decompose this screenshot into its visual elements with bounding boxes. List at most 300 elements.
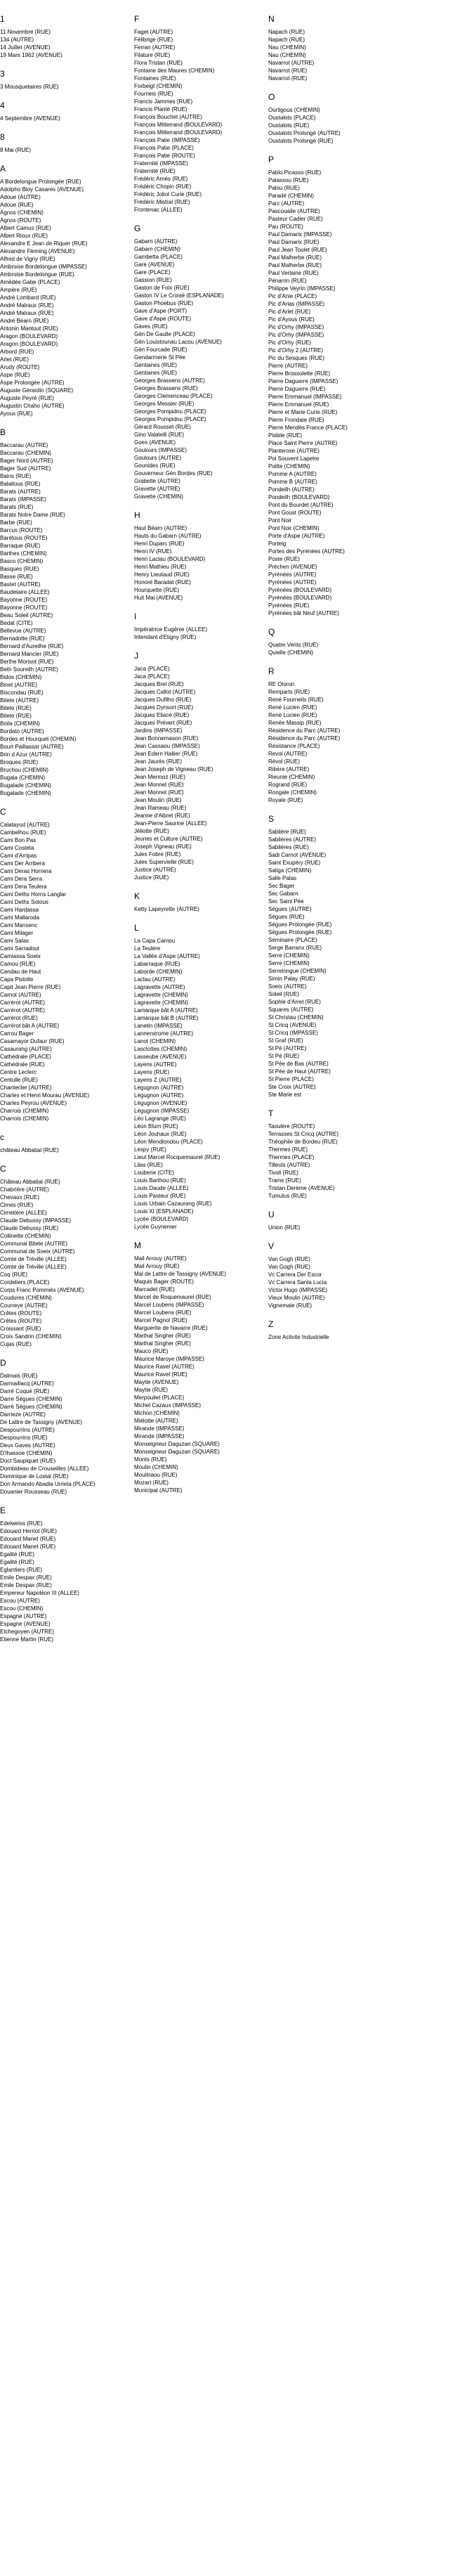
- street-list-item: Albert Rioux (RUE): [0, 233, 48, 239]
- street-list-item: Victor Hugo (IMPASSE): [268, 1287, 328, 1293]
- street-list-item: Gino Valatelli (RUE): [134, 432, 184, 438]
- street-list-item: Henri IV (RUE): [134, 548, 172, 555]
- street-list-item: Cimes (RUE): [0, 1202, 34, 1208]
- street-list-item: Cami Milager: [0, 930, 34, 936]
- street-list-item: Bager Nord (AUTRE): [0, 458, 53, 464]
- street-list-item: 14 Juillet (AVENUE): [0, 44, 51, 51]
- street-list-item: Jules Fobre (RUE): [134, 851, 181, 857]
- street-list-item: Dombideau de Crouseilles (ALLEE): [0, 1465, 89, 1472]
- street-list-item: Crêtes (ROUTE): [0, 1318, 42, 1324]
- street-list-item: Cami Sarradout: [0, 945, 40, 952]
- street-list-item: Sablières (RUE): [268, 844, 309, 850]
- street-list-item: Mirande (IMPASSE): [134, 1425, 185, 1432]
- street-list-item: Maytie (AVENUE): [134, 1379, 179, 1385]
- street-list-item: Louis Pasteur (RUE): [134, 1193, 186, 1199]
- street-list-item: Léon Jouhaux (RUE): [134, 1131, 187, 1137]
- street-list-item: Espagne (AUTRE): [0, 1613, 47, 1619]
- street-list-item: Gén Fourcade (RUE): [134, 347, 187, 353]
- section-letter-heading: T: [268, 1108, 274, 1118]
- section-letter-heading: F: [134, 14, 140, 24]
- street-list-item: Poitte (CHEMIN): [268, 463, 310, 470]
- street-list-item: Georges Brassens (RUE): [134, 385, 198, 391]
- section-letter-heading: L: [134, 923, 139, 933]
- street-list-item: Honoré Baradat (RUE): [134, 579, 191, 585]
- street-list-item: Gare (AVENUE): [134, 261, 175, 268]
- street-list-item: Palassou (RUE): [268, 177, 309, 183]
- street-list-item: Palou (RUE): [268, 185, 300, 191]
- street-list-item: Gén De Gaulle (PLACE): [134, 331, 195, 337]
- street-list-item: Lamarque bât A (AUTRE): [134, 1007, 198, 1014]
- street-list-item: Ribère (AUTRE): [268, 766, 310, 772]
- street-list-item: Aspe Prolongée (AUTRE): [0, 380, 65, 386]
- section-letter-heading: E: [0, 1506, 6, 1515]
- street-list-item: Louis Barthou (RUE): [134, 1177, 186, 1184]
- street-list-item: Théophile de Bordeu (RUE): [268, 1139, 338, 1145]
- street-list-item: Nau (CHEMIN): [268, 44, 306, 51]
- street-list-item: St Pée de Bas (AUTRE): [268, 1061, 329, 1067]
- street-list-item: Jaca (PLACE): [134, 673, 170, 680]
- street-list-item: Gave d'Aspe (PORT): [134, 308, 187, 314]
- street-list-item: Edelweiss (RUE): [0, 1520, 43, 1527]
- street-list-item: Marcel de Roquemaurel (RUE): [134, 1294, 211, 1300]
- street-list-item: Cami Der Arribera: [0, 860, 46, 867]
- street-list-item: Cathédrale (RUE): [0, 1061, 45, 1068]
- street-list-item: Jean Mermoz (RUE): [134, 774, 185, 780]
- street-list-item: Pic d'Arlas (IMPASSE): [268, 301, 325, 307]
- street-list-item: Cambelhou (RUE): [0, 829, 46, 836]
- street-list-item: Marguerite de Navarre (RUE): [134, 1325, 208, 1331]
- street-list-item: Marthal Singher (RUE): [134, 1333, 191, 1339]
- section-letter-heading: N: [268, 14, 275, 24]
- street-list-item: Louis Daude (ALLEE): [134, 1185, 189, 1191]
- street-list-item: Mozart (RUE): [134, 1480, 169, 1486]
- street-list-item: La Capa Camou: [134, 938, 176, 944]
- street-list-item: Francis Planté (RUE): [134, 106, 187, 112]
- street-list-item: Pierre Emmanuel (IMPASSE): [268, 394, 342, 400]
- street-list-item: Bastet (AUTRE): [0, 581, 41, 588]
- street-list-item: Auguste Gérardin (SQUARE): [0, 387, 74, 394]
- section-letter-heading: R: [268, 666, 275, 676]
- street-list-item: Dalmais (RUE): [0, 1373, 38, 1379]
- street-list-item: Boila (CHEMIN): [0, 720, 40, 727]
- street-list-item: Georges Clemenceau (PLACE): [134, 393, 213, 399]
- street-list-item: Barcus (ROUTE): [0, 527, 43, 533]
- letter-section: [134, 510, 287, 602]
- section-letter-heading: P: [268, 155, 275, 164]
- street-list-item: Tilleuls (AUTRE): [268, 1162, 310, 1168]
- letter-section: [134, 14, 287, 214]
- street-list-item: Gabarn (AUTRE): [134, 238, 178, 245]
- street-list-item: Saint Exupéry (RUE): [268, 860, 321, 866]
- street-list-item: Léon Mendiondou (PLACE): [134, 1139, 203, 1145]
- street-list-item: Ste Croix (AUTRE): [268, 1084, 316, 1090]
- street-list-item: Cami Deths Sotous: [0, 899, 48, 905]
- street-list-item: Intendant d'Etigny (RUE): [134, 634, 197, 640]
- street-list-item: 19 Mars 1962 (AVENUE): [0, 52, 62, 58]
- street-list-item: Frédéric Arnès (RUE): [134, 176, 188, 182]
- street-list-item: Francis Jammes (RUE): [134, 98, 193, 105]
- letter-section: [268, 666, 421, 804]
- street-list-item: Louis XI (ESPLANADE): [134, 1208, 194, 1215]
- street-list-item: Jéliotte (RUE): [134, 828, 169, 834]
- street-list-item: Comte de Tréville (ALLEE): [0, 1256, 67, 1262]
- section-letter-heading: 3: [0, 69, 5, 79]
- street-list-item: Gendarmerie St Pée: [134, 354, 185, 361]
- street-list-item: Sophie d'Arret (RUE): [268, 999, 321, 1005]
- street-list-item: Moulinaou (RUE): [134, 1472, 178, 1478]
- street-list-item: Lamarque bât B (AUTRE): [134, 1015, 199, 1021]
- street-list-item: Sablières (AUTRE): [268, 836, 317, 843]
- street-list-item: Jean Edern Hallier (RUE): [134, 751, 198, 757]
- street-list-item: Nau (CHEMIN): [268, 52, 306, 58]
- street-list-item: Casaurang (AUTRE): [0, 1046, 52, 1052]
- street-list-item: Broques (RUE): [0, 759, 39, 765]
- street-list-item: Amédée Gabe (PLACE): [0, 279, 60, 285]
- street-list-item: Berthe Morisot (RUE): [0, 659, 54, 665]
- street-list-item: Charrois (CHEMIN): [0, 1115, 49, 1122]
- street-list-item: Laclau (AUTRE): [134, 976, 176, 983]
- street-list-item: Frontenac (ALLEE): [134, 207, 183, 213]
- street-list-item: Thermes (PLACE): [268, 1154, 315, 1160]
- street-list-item: Michel Cazaux (IMPASSE): [134, 1402, 201, 1409]
- street-list-item: Gaston IV Le Croisé (ESPLANADE): [134, 292, 224, 299]
- street-list-item: Adoue (RUE): [0, 202, 34, 208]
- street-list-item: Basse (RUE): [0, 574, 33, 580]
- letter-section: [134, 224, 287, 500]
- street-list-item: Marcadet (RUE): [134, 1286, 175, 1293]
- street-list-item: Barats (AUTRE): [0, 488, 41, 495]
- street-list-item: St Cricq (AVENUE): [268, 1022, 317, 1028]
- street-list-item: Pic d'Orhy (IMPASSE): [268, 324, 324, 330]
- street-list-item: Chabrière (AUTRE): [0, 1186, 49, 1193]
- street-list-item: Hauts du Gabarn (AUTRE): [134, 533, 202, 539]
- section-letter-heading: Q: [268, 627, 275, 637]
- street-list-item: Navarrot (RUE): [268, 75, 308, 82]
- street-list-item: René Lucien (RUE): [268, 704, 317, 711]
- street-list-item: Van Gogh (RUE): [268, 1256, 310, 1262]
- street-list-item: Coq (RUE): [0, 1271, 28, 1278]
- street-list-item: Bayonne (ROUTE): [0, 597, 48, 603]
- street-list-item: Paul Malherbe (RUE): [268, 262, 322, 268]
- street-list-item: Candau de Haut: [0, 969, 41, 975]
- street-list-item: Deux Gaves (AUTRE): [0, 1442, 55, 1449]
- street-list-item: Goes (AVENUE): [134, 439, 176, 446]
- street-list-item: Gaston de Foix (RUE): [134, 285, 190, 291]
- street-list-item: Bugalade (CHEMIN): [0, 782, 51, 789]
- street-list-item: Pisbile (RUE): [268, 432, 303, 439]
- street-list-item: Gravette (CHEMIN): [134, 493, 183, 500]
- street-list-item: Espagne (AVENUE): [0, 1621, 51, 1627]
- section-letter-heading: C: [0, 807, 6, 817]
- street-list-item: Maurice Maroye (IMPASSE): [134, 1356, 204, 1362]
- street-list-item: Edouard Manet (RUE): [0, 1543, 56, 1550]
- street-list-item: Pomme A (AUTRE): [268, 471, 317, 477]
- street-list-item: Pic d'Arlet (RUE): [268, 309, 311, 315]
- street-list-item: Gentianes (RUE): [134, 370, 177, 376]
- street-list-item: Pyrénées (BOULEVARD): [268, 595, 332, 601]
- street-list-item: Gérard Rousset (RUE): [134, 424, 191, 430]
- section-letter-heading: U: [268, 1210, 275, 1219]
- street-list-item: Eglantiers (RUE): [0, 1567, 43, 1573]
- street-list-item: Bedat (CITE): [0, 620, 33, 626]
- street-list-item: Crêtes (ROUTE): [0, 1310, 42, 1316]
- street-list-item: Quatre Vents (RUE): [268, 642, 319, 648]
- street-list-item: Jacques Dynsort (RUE): [134, 704, 194, 711]
- street-list-item: Despourrins (AUTRE): [0, 1427, 55, 1433]
- street-list-item: Ourtigous (CHEMIN): [268, 107, 320, 113]
- street-list-item: Pasteur Cadier (RUE): [268, 216, 323, 222]
- street-list-item: Carrérot (AUTRE): [0, 999, 46, 1006]
- street-list-item: Lycée (BOULEVARD): [134, 1216, 189, 1222]
- letter-section: [268, 1108, 421, 1200]
- street-list-item: Gounides (RUE): [134, 462, 176, 469]
- street-list-item: Adolpho Bioy Casares (AVENUE): [0, 186, 84, 193]
- street-list-item: Aragon (BOULEVARD): [0, 341, 58, 347]
- section-letter-heading: Z: [268, 1319, 274, 1329]
- street-list-item: Gentianes (RUE): [134, 362, 177, 368]
- section-letter-heading: G: [134, 224, 141, 233]
- street-list-item: René Lucien (RUE): [268, 712, 317, 718]
- street-list-item: Bernard d'Aureilhe (RUE): [0, 643, 64, 649]
- street-list-item: Pic d'Orhy (RUE): [268, 339, 312, 346]
- street-list-item: Bugalade (CHEMIN): [0, 790, 51, 796]
- street-list-item: Biscondau (RUE): [0, 690, 44, 696]
- street-list-item: Carrou Bager: [0, 1030, 34, 1037]
- street-list-item: Cami Salas: [0, 938, 29, 944]
- street-list-item: Pomme B (AUTRE): [268, 479, 317, 485]
- street-list-item: Chevaux (RUE): [0, 1194, 40, 1200]
- street-list-item: Henri Laclau (BOULEVARD): [134, 556, 206, 562]
- street-list-item: Arudy (ROUTE): [0, 364, 40, 370]
- street-list-item: Bayonne (ROUTE): [0, 604, 48, 611]
- street-list-item: Despourrins (RUE): [0, 1435, 48, 1441]
- street-list-item: Remparts (RUE): [268, 689, 310, 695]
- section-letter-heading: M: [134, 1241, 141, 1250]
- street-list-item: Sec Bager: [268, 883, 295, 889]
- letter-section: [0, 427, 153, 797]
- street-list-item: Binet (AUTRE): [0, 682, 37, 688]
- street-list-item: Pyrénées (RUE): [268, 602, 310, 609]
- street-list-item: Paul Jean Toulet (RUE): [268, 247, 327, 253]
- street-list-item: Pic d'Orhy (IMPASSE): [268, 332, 324, 338]
- street-list-item: Bugala (CHEMIN): [0, 775, 46, 781]
- street-list-item: St Pé (AUTRE): [268, 1045, 307, 1051]
- street-list-item: Frédéric Chopin (RUE): [134, 183, 192, 190]
- street-list-item: Légugnon (IMPASSE): [134, 1108, 190, 1114]
- street-list-item: Bernadotte (RUE): [0, 635, 45, 642]
- index-column-3: [268, 14, 421, 1351]
- street-list-item: Frédéric Joliot Curie (RUE): [134, 191, 202, 198]
- street-list-item: Don Armando Abadia Urrieta (PLACE): [0, 1481, 96, 1487]
- street-list-item: Gaston Phoebus (RUE): [134, 300, 194, 306]
- street-list-item: Bellevue (AUTRE): [0, 628, 46, 634]
- letter-section: [268, 814, 421, 1099]
- street-list-item: Flora Tristan (RUE): [134, 60, 183, 66]
- street-list-item: André Lombard (RUE): [0, 295, 56, 301]
- street-list-item: Hourquette (RUE): [134, 587, 180, 593]
- street-list-item: Vc Carrera Der Escor: [268, 1271, 322, 1278]
- street-list-item: Pyrénées (BOULEVARD): [268, 587, 332, 593]
- street-list-item: Lannerstrome (AUTRE): [134, 1030, 194, 1037]
- street-list-item: Gave d'Aspe (ROUTE): [134, 316, 192, 322]
- street-list-item: Emile Despax (RUE): [0, 1582, 52, 1588]
- street-list-item: Aragon (BOULEVARD): [0, 333, 58, 339]
- street-list-item: Préchen (AVENUE): [268, 564, 317, 570]
- street-list-item: Marcel Loubens (RUE): [134, 1309, 192, 1316]
- street-list-item: Bains (RUE): [0, 473, 32, 479]
- street-list-item: Cujas (RUE): [0, 1341, 32, 1347]
- street-list-item: Charles et Henri Mourau (AVENUE): [0, 1092, 90, 1099]
- street-list-item: St Christau (CHEMIN): [268, 1014, 324, 1021]
- street-list-item: Vieux Moulin (AUTRE): [268, 1295, 325, 1301]
- street-list-item: Balaitous (RUE): [0, 481, 41, 487]
- street-list-item: Comte de Tréville (ALLEE): [0, 1264, 67, 1270]
- street-list-item: Justice (AUTRE): [134, 867, 176, 873]
- street-list-item: Parc (AUTRE): [268, 200, 305, 207]
- street-list-item: Cami Dera Teulera: [0, 884, 47, 890]
- street-list-item: Trams (RUE): [268, 1177, 301, 1184]
- street-list-item: Bordato (AUTRE): [0, 728, 44, 734]
- street-list-item: Gén Louistounau Lacou (AVENUE): [134, 339, 222, 345]
- street-list-item: Coudures (CHEMIN): [0, 1295, 52, 1301]
- street-list-item: Paul Verlaine (RUE): [268, 270, 319, 276]
- street-list-item: La Teulère: [134, 945, 161, 952]
- street-list-item: Barbe (RUE): [0, 519, 32, 526]
- street-list-item: Goulours (IMPASSE): [134, 447, 187, 453]
- section-letter-heading: V: [268, 1241, 275, 1251]
- street-list-item: Thermes (RUE): [268, 1146, 308, 1153]
- street-list-item: Darmaillacq (AUTRE): [0, 1380, 54, 1387]
- letter-section: [0, 132, 153, 154]
- street-list-item: Château Abbatial (RUE): [0, 1179, 60, 1185]
- street-list-item: Royale (RUE): [268, 797, 303, 803]
- street-list-item: Baccarau (CHEMIN): [0, 450, 51, 456]
- street-list-item: Pont Noir: [268, 517, 292, 524]
- street-list-item: François Patie (ROUTE): [134, 153, 195, 159]
- street-list-item: Faget (AUTRE): [134, 29, 173, 35]
- street-list-item: Barraque (RUE): [0, 543, 41, 549]
- street-list-item: Navarrot (AUTRE): [268, 60, 315, 66]
- street-list-item: Haut Béarn (AUTRE): [134, 525, 187, 531]
- street-list-item: Pondeilh (BOULEVARD): [268, 494, 330, 500]
- street-list-item: Fraternité (IMPASSE): [134, 160, 188, 167]
- street-list-item: Edouard Manet (RUE): [0, 1536, 56, 1542]
- section-letter-heading: C: [0, 1164, 6, 1174]
- street-list-item: Sadi Carnot (AVENUE): [268, 852, 327, 858]
- street-list-item: Beau Soleil (AUTRE): [0, 612, 53, 619]
- street-list-item: Cami Deras Hornera: [0, 868, 52, 874]
- street-list-item: Bager Sud (AUTRE): [0, 465, 51, 472]
- street-list-item: St Pé (RUE): [268, 1053, 300, 1059]
- street-list-item: Alexandre E Jean de Riquer (RUE): [0, 240, 88, 247]
- street-list-item: Sablière (RUE): [268, 829, 306, 835]
- street-list-item: Oustalots Prolongé (RUE): [268, 138, 334, 144]
- street-list-item: François Mitterrand (BOULEVARD): [134, 122, 223, 128]
- street-list-item: Légugnon (AVENUE): [134, 1100, 187, 1106]
- street-list-item: Lilas (RUE): [134, 1162, 163, 1168]
- street-list-item: Jean Cassaou (IMPASSE): [134, 743, 200, 749]
- street-list-item: Grabette (AUTRE): [134, 478, 180, 484]
- street-list-item: Fourneis (RUE): [134, 91, 173, 97]
- street-list-item: André Malraux (RUE): [0, 310, 54, 316]
- street-list-item: Mail Arrouy (AUTRE): [134, 1255, 187, 1262]
- street-list-item: Légugnon (AUTRE): [134, 1085, 184, 1091]
- street-list-item: Beth Soureilh (AUTRE): [0, 666, 58, 673]
- street-list-item: Arbord (RUE): [0, 349, 34, 355]
- street-list-item: Egalité (RUE): [0, 1551, 34, 1558]
- street-list-item: Mauco (RUE): [134, 1348, 169, 1354]
- letter-section: [0, 101, 153, 122]
- street-list-item: Baccarau (AUTRE): [0, 442, 48, 448]
- street-list-item: Ayous (RUE): [0, 410, 33, 417]
- street-list-item: Goulours (AUTRE): [134, 455, 182, 461]
- street-list-item: Darré Coqué (RUE): [0, 1388, 50, 1394]
- street-list-item: Rieunie (CHEMIN): [268, 774, 315, 780]
- street-list-item: Cami Bon Pas: [0, 837, 37, 843]
- street-list-item: Mirande (IMPASSE): [134, 1433, 185, 1439]
- street-list-item: Pyrénées (AUTRE): [268, 571, 317, 578]
- street-list-item: Pyrénées bât Neuf (AUTRE): [268, 610, 339, 616]
- street-list-item: Etienne Martin (RUE): [0, 1636, 54, 1643]
- letter-section: [0, 1506, 153, 1643]
- street-list-item: Agnos (ROUTE): [0, 217, 41, 224]
- street-list-item: Aspe (RUE): [0, 372, 30, 378]
- street-list-item: Pénarrin (RUE): [268, 278, 307, 284]
- street-list-item: Moulin (CHEMIN): [134, 1464, 178, 1470]
- street-list-item: Carrérot bât A (AUTRE): [0, 1023, 60, 1029]
- street-list-item: Pic d'Ayous (RUE): [268, 316, 315, 323]
- street-list-item: François Bouchet (AUTRE): [134, 114, 202, 120]
- street-list-item: Résistance (PLACE): [268, 743, 320, 749]
- street-list-item: Baudelaire (ALLEE): [0, 589, 50, 595]
- street-list-item: Jacques Dufilho (RUE): [134, 697, 192, 703]
- street-list-item: 4 Septembre (AVENUE): [0, 115, 60, 122]
- street-list-item: Courreye (AUTRE): [0, 1302, 48, 1309]
- street-list-item: Vc Carrera Santa Lucia: [268, 1279, 327, 1286]
- street-list-item: Ségues Prolongée (RUE): [268, 921, 332, 928]
- section-letter-heading: K: [134, 891, 140, 901]
- letter-section: [0, 1132, 153, 1154]
- section-letter-heading: H: [134, 510, 140, 520]
- street-list-item: Lanetin (IMPASSE): [134, 1023, 183, 1029]
- street-list-item: Capit Jean Pierre (RUE): [0, 984, 61, 990]
- street-list-item: Légugnon (AUTRE): [134, 1092, 184, 1099]
- street-list-item: Laborde (CHEMIN): [134, 969, 183, 975]
- street-list-item: Jean Monnet (RUE): [134, 782, 184, 788]
- street-list-item: Darrieze (AUTRE): [0, 1411, 46, 1418]
- section-letter-heading: 4: [0, 101, 5, 110]
- street-list-item: Napach (RUE): [268, 29, 305, 35]
- street-list-item: Henry Lieutaud (RUE): [134, 571, 190, 578]
- street-list-item: Jean Monnet (RUE): [134, 789, 184, 796]
- street-list-item: Sec Gabarn: [268, 891, 298, 897]
- street-list-item: Jaca (PLACE): [134, 666, 170, 672]
- letter-section: [134, 611, 287, 641]
- street-list-item: Auguste Peyré (RUE): [0, 395, 54, 401]
- street-list-item: Claude Debussy (IMPASSE): [0, 1217, 72, 1224]
- street-list-item: Place Saint Pierre (AUTRE): [268, 440, 338, 446]
- street-list-item: Georges Brassens (AUTRE): [134, 377, 205, 384]
- street-list-item: Communal de Soeix (AUTRE): [0, 1248, 75, 1255]
- street-list-item: Monseigneur Daguzan (SQUARE): [134, 1449, 220, 1455]
- street-list-item: Jean Jaurès (RUE): [134, 758, 183, 765]
- street-list-item: Lycée Guynemer: [134, 1224, 177, 1230]
- section-letter-heading: I: [134, 611, 137, 621]
- street-list-item: Oustalots (PLACE): [268, 115, 316, 121]
- street-list-item: Henri Mathieu (RUE): [134, 564, 187, 570]
- street-list-item: Cami Dera Serra: [0, 876, 43, 882]
- street-list-item: Lespy (RUE): [134, 1146, 166, 1153]
